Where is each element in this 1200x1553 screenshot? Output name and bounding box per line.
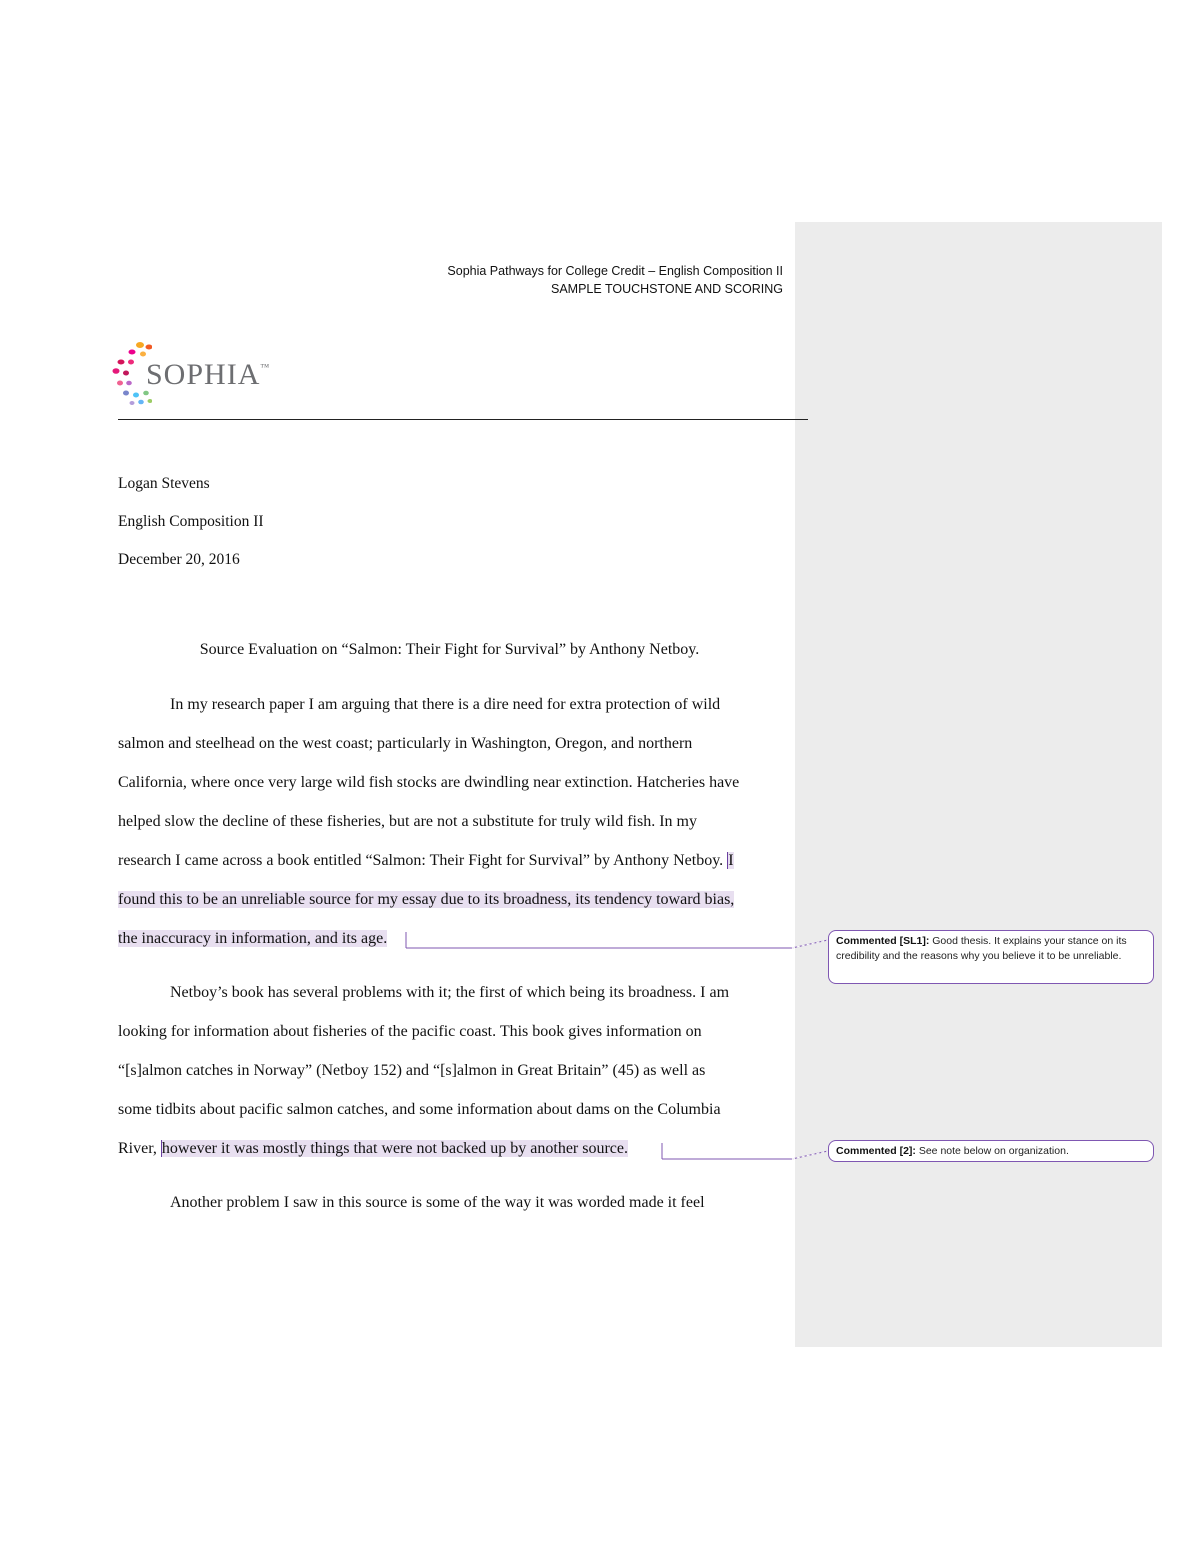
- comment-2-anchor-line: [662, 1151, 828, 1159]
- comment-balloon-1[interactable]: [828, 930, 1154, 984]
- thesis-highlight[interactable]: found this to be an unreliable source for my essay due to its broadness, its tendency toward bias,: [118, 891, 735, 908]
- author-name: Logan Stevens: [118, 475, 210, 492]
- logo-text: SOPHIA: [146, 358, 261, 391]
- trademark-mark: ™: [260, 362, 271, 372]
- p2-line-4: some tidbits about pacific salmon catches, and some information about dams on the Columbia: [118, 1101, 721, 1118]
- comment-balloon-2[interactable]: [828, 1140, 1154, 1162]
- course-name: English Composition II: [118, 513, 264, 530]
- comment-2-label: Commented [2]:: [836, 1145, 916, 1157]
- p2-line-5-text: River,: [118, 1140, 161, 1157]
- essay-date: December 20, 2016: [118, 551, 240, 568]
- p1-line-1: In my research paper I am arguing that there is a dire need for extra protection of wild: [170, 696, 721, 713]
- comment-2-text: See note below on organization.: [915, 1145, 1069, 1157]
- comment-1-text: Good thesis. It explains your stance on its credibility and the reasons why you believe it to be unreliable.: [836, 935, 1127, 962]
- p1-line-3: California, where once very large wild fish stocks are dwindling near extinction. Hatcheries have: [118, 774, 740, 791]
- p2-line-2: looking for information about fisheries of the pacific coast. This book gives information on: [118, 1023, 702, 1040]
- organization-highlight[interactable]: however it was mostly things that were not backed up by another source.: [161, 1140, 629, 1157]
- p2-line-3: “[s]almon catches in Norway” (Netboy 152) and “[s]almon in Great Britain” (45) as well as: [118, 1062, 706, 1079]
- p3-line-1: Another problem I saw in this source is some of the way it was worded made it feel: [170, 1194, 705, 1211]
- p1-line-2: salmon and steelhead on the west coast; particularly in Washington, Oregon, and northern: [118, 735, 693, 752]
- p2-line-1: Netboy’s book has several problems with it; the first of which being its broadness. I am: [170, 984, 730, 1001]
- thesis-highlight-start[interactable]: I: [728, 852, 734, 869]
- header-line-2: SAMPLE TOUCHSTONE AND SCORING: [551, 282, 783, 296]
- p1-line-5-text: research I came across a book entitled “Salmon: Their Fight for Survival” by Anthony Netboy.: [118, 852, 728, 869]
- p1-line-4: helped slow the decline of these fisheries, but are not a substitute for truly wild fish. In my: [118, 813, 697, 830]
- comment-1-anchor-line: [406, 940, 828, 948]
- thesis-highlight-end[interactable]: the inaccuracy in information, and its age.: [118, 930, 388, 947]
- essay-title: Source Evaluation on “Salmon: Their Fight for Survival” by Anthony Netboy.: [199, 641, 700, 658]
- comment-1-label: Commented [SL1]:: [836, 935, 930, 947]
- header-line-1: Sophia Pathways for College Credit – English Composition II: [447, 264, 783, 278]
